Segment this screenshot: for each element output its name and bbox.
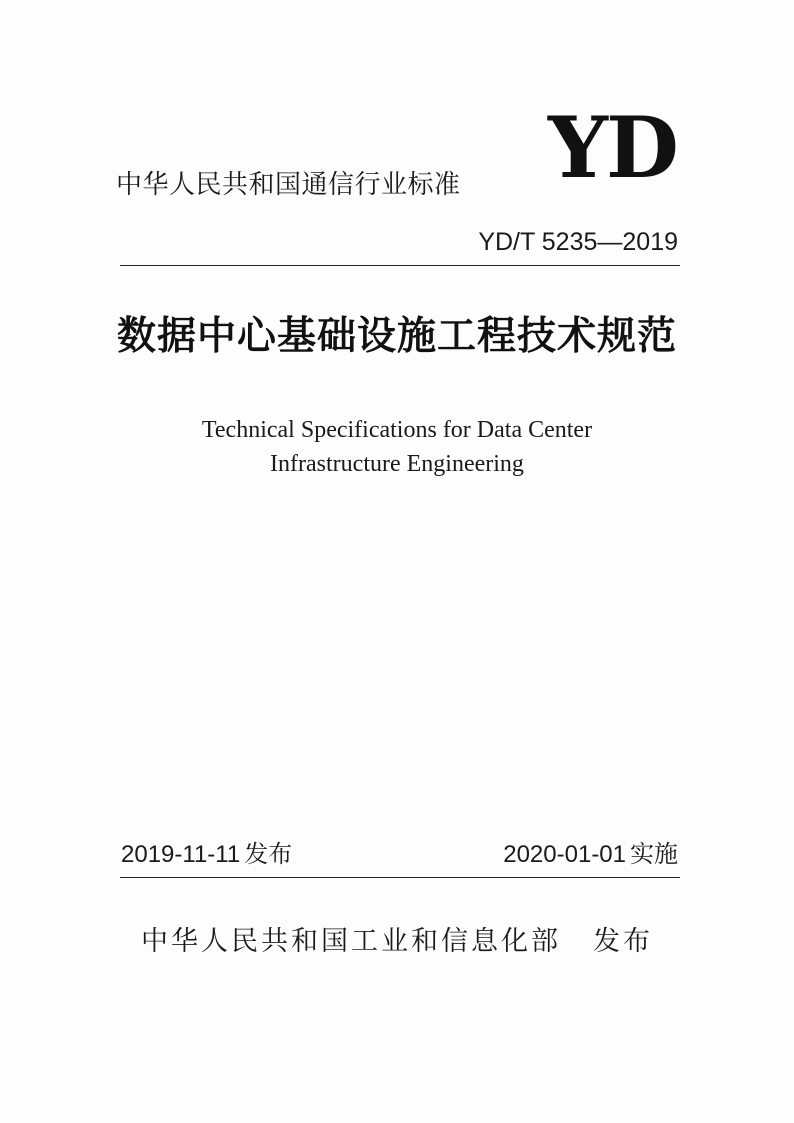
title-english-line-1: Technical Specifications for Data Center (201, 417, 593, 443)
issue-date-label: 发布 (244, 840, 293, 868)
implementation-date-label: 实施 (630, 840, 678, 868)
publisher-action: 发布 (593, 926, 653, 957)
standard-number: YD/T 5235—2019 (478, 228, 678, 256)
implementation-date-value: 2020-01-01 (503, 841, 626, 868)
title-chinese: 数据中心基础设施工程技术规范 (116, 313, 677, 359)
standard-category: 中华人民共和国通信行业标准 (116, 170, 461, 200)
title-english-line-2: Infrastructure Engineering (270, 451, 524, 477)
publisher-name: 中华人民共和国工业和信息化部 (141, 926, 561, 957)
bottom-divider (120, 877, 680, 878)
issue-date (121, 838, 292, 871)
issue-date-value: 2019-11-11 (121, 841, 241, 868)
yd-logo: YD (548, 98, 677, 197)
implementation-date (503, 838, 678, 871)
top-divider (120, 265, 680, 266)
publisher (0, 924, 794, 960)
